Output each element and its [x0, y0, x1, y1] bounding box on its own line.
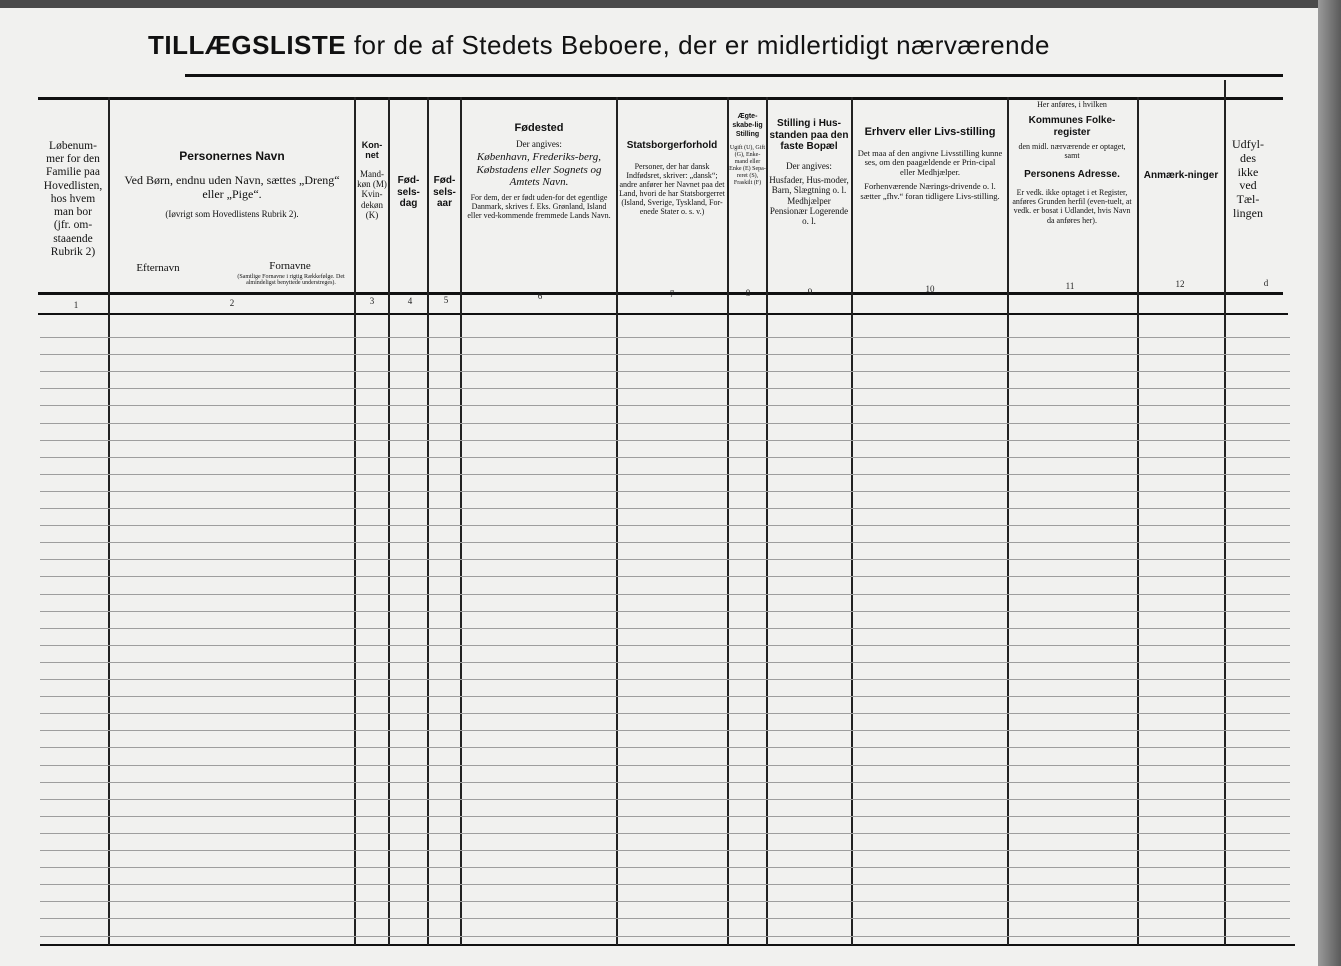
col-number: d [1263, 278, 1269, 288]
col2-note: (Iøvrigt som Hovedlistens Rubrik 2). [165, 209, 299, 220]
col10-heading: Erhverv eller Livs-stilling [864, 126, 996, 138]
col9-heading: Stilling i Hus-standen paa den faste Bopæl [769, 118, 849, 152]
col6-note: For dem, der er født uden-for det egentlige Danmark, skrives f. Eks. Grønland, Island eller ved-kommende fremmede Lands Navn. [467, 192, 611, 221]
col-d-line: Udfyl- [1232, 137, 1264, 151]
col-d-line: ved [1239, 178, 1257, 193]
ruled-row-line [40, 867, 1290, 868]
col-number: 12 [1175, 279, 1185, 289]
ruled-row-line [40, 491, 1290, 492]
col5-header [429, 175, 460, 210]
col9-header [769, 118, 849, 227]
col-number: 5 [443, 295, 449, 305]
col-number: 2 [229, 298, 235, 308]
col4-heading: Fød-sels-dag [397, 175, 420, 209]
col9-sub: Der angives: [786, 160, 832, 171]
ruled-row-line [40, 782, 1290, 783]
col-d-line: des [1240, 150, 1256, 165]
ruled-row-line [40, 594, 1290, 595]
col-number: 9 [807, 287, 813, 297]
col11-text: den midl. nærværende er optaget, samt [1018, 142, 1126, 161]
body-top-rule [38, 313, 1288, 315]
col-number: 4 [407, 296, 413, 306]
col11-heading: Kommunes Folke-register [1028, 115, 1116, 138]
col-d-line: ikke [1237, 164, 1259, 179]
ruled-row-line [40, 918, 1290, 919]
title-main: TILLÆGSLISTE [148, 30, 347, 60]
col1-line: man bor [53, 206, 92, 219]
title-rest: for de af Stedets Beboere, der er midlertidigt nærværende [346, 30, 1051, 60]
ruled-row-line [40, 354, 1290, 355]
ruled-row-line [40, 679, 1290, 680]
col-divider [727, 97, 729, 945]
ruled-row-line [40, 405, 1290, 406]
ruled-row-line [40, 337, 1290, 338]
col-divider [616, 97, 618, 945]
ruled-row-line [40, 474, 1290, 475]
col12-header [1140, 170, 1222, 182]
col3-header [356, 140, 388, 220]
ruled-row-line [40, 542, 1290, 543]
col-divider [851, 97, 853, 945]
ruled-row-line [40, 662, 1290, 663]
col-d-line: Tæl- [1236, 192, 1260, 207]
col1-line: staaende [53, 232, 93, 245]
col12-heading: Anmærk-ninger [1143, 170, 1219, 181]
ruled-row-line [40, 611, 1290, 612]
col6-sub: Der angives: [516, 138, 562, 149]
col6-text: København, Frederiks-berg, Købstadens eller Sognets og Amtets Navn. [476, 150, 602, 189]
col1-line: Rubrik 2) [50, 245, 96, 258]
ruled-row-line [40, 816, 1290, 817]
col6-header [465, 122, 613, 220]
col-divider [108, 97, 110, 945]
col11-header [1011, 100, 1133, 225]
col1-line: Hovedlisten, [43, 179, 103, 192]
col8-text: Ugift (U), Gift (G), Enke-mand eller Enke (E) Sepa-reret (S), Fraskilt (F) [729, 145, 766, 186]
ruled-row-line [40, 884, 1290, 885]
form-title [148, 30, 1208, 61]
col1-line: (jfr. om- [53, 219, 93, 232]
ruled-row-line [40, 576, 1290, 577]
col-divider [766, 97, 768, 945]
col9-text: Husfader, Hus-moder, Barn, Slægtning o. l. Medhjælper Pensionær Logerende o. l. [769, 174, 849, 227]
ruled-row-line [40, 850, 1290, 851]
col-number: 1 [73, 300, 79, 310]
ruled-row-line [40, 901, 1290, 902]
col3-heading: Kon-net [361, 140, 383, 161]
col-number: 7 [669, 289, 675, 299]
col-divider [460, 97, 462, 945]
col10-header [857, 126, 1003, 201]
ruled-row-line [40, 388, 1290, 389]
col11-heading2: Personens Adresse. [1024, 168, 1120, 180]
ruled-row-line [40, 457, 1290, 458]
title-rule [185, 74, 1283, 77]
ruled-row-line [40, 423, 1290, 424]
col7-header [619, 140, 725, 217]
col2-text: Ved Børn, endnu uden Navn, sættes „Dreng“ eller „Pige“. [124, 172, 340, 201]
col1-line: hos hvem [50, 192, 96, 205]
ruled-row-line [40, 508, 1290, 509]
ruled-row-line [40, 559, 1290, 560]
scan-edge [1318, 0, 1341, 966]
col5-heading: Fød-sels-aar [433, 175, 456, 209]
col8-header [729, 112, 766, 186]
col2-surname: Efternavn [136, 262, 180, 274]
col8-heading: Ægte-skabe-lig Stilling [732, 113, 763, 139]
col2-heading: Personernes Navn [179, 149, 285, 163]
col-number: 11 [1065, 281, 1075, 291]
col10-text: Det maa af den angivne Livsstilling kunne ses, om den paagældende er Prin-cipal eller Medhjælper. [857, 147, 1003, 178]
ruled-row-line [40, 936, 1290, 937]
ruled-row-line [40, 371, 1290, 372]
col10-note: Forhenværende Nærings-drivende o. l. sætter „fhv.“ foran tidligere Livs-stilling. [860, 180, 1000, 201]
col1-line: Familie paa [46, 166, 100, 179]
col-number: 10 [925, 284, 935, 294]
col6-heading: Fødested [514, 122, 564, 134]
col-divider [388, 97, 390, 945]
col1-header [40, 140, 106, 259]
col-divider [1007, 97, 1009, 945]
ruled-row-line [40, 730, 1290, 731]
header-bottom-rule [38, 292, 1283, 295]
col-number: 3 [369, 296, 375, 306]
col2-firstname: Fornavne [269, 260, 311, 272]
ruled-row-line [40, 833, 1290, 834]
col-number: 6 [537, 291, 543, 301]
ruled-row-line [40, 525, 1290, 526]
col2-firstname-note: (Samtlige Fornavne i rigtig Rækkefølge. Det almindeligst benyttede understreges). [237, 274, 345, 286]
ruled-row-line [40, 747, 1290, 748]
col2-header [114, 150, 350, 220]
col4-header [390, 175, 427, 210]
col11-note: Er vedk. ikke optaget i et Register, anføres Grunden herfil (even-tuelt, at vedk. er bosat i Udlandet, hvis Navn da anføres her). [1012, 188, 1132, 225]
ruled-row-line [40, 799, 1290, 800]
ruled-row-line [40, 765, 1290, 766]
col7-heading: Statsborgerforhold [626, 140, 718, 151]
ruled-row-line [40, 440, 1290, 441]
col-d-header [1228, 138, 1268, 221]
col3-text: Mand-køn (M) Kvin-dekøn (K) [357, 168, 387, 221]
col7-text: Personer, der har dansk Indfødsret, skriver: „dansk“; andre anfører her Navnet paa det Land, hvori de har Statsborgerret (Island, Sverige, Tyskland, For-enede Stater o. s. v.) [619, 161, 725, 217]
col11-pre: Her anføres, i hvilken [1037, 100, 1107, 109]
bottom-rule [40, 944, 1295, 946]
col1-line: Løbenum- [49, 140, 97, 152]
col-divider [354, 97, 356, 945]
col-divider [427, 97, 429, 945]
ruled-row-line [40, 713, 1290, 714]
col-number: 8 [745, 288, 751, 298]
ruled-row-line [40, 628, 1290, 629]
col1-line: mer for den [46, 153, 100, 166]
col-d-line: lingen [1233, 205, 1263, 220]
ruled-row-line [40, 696, 1290, 697]
col-divider [1137, 97, 1139, 945]
ruled-row-line [40, 645, 1290, 646]
